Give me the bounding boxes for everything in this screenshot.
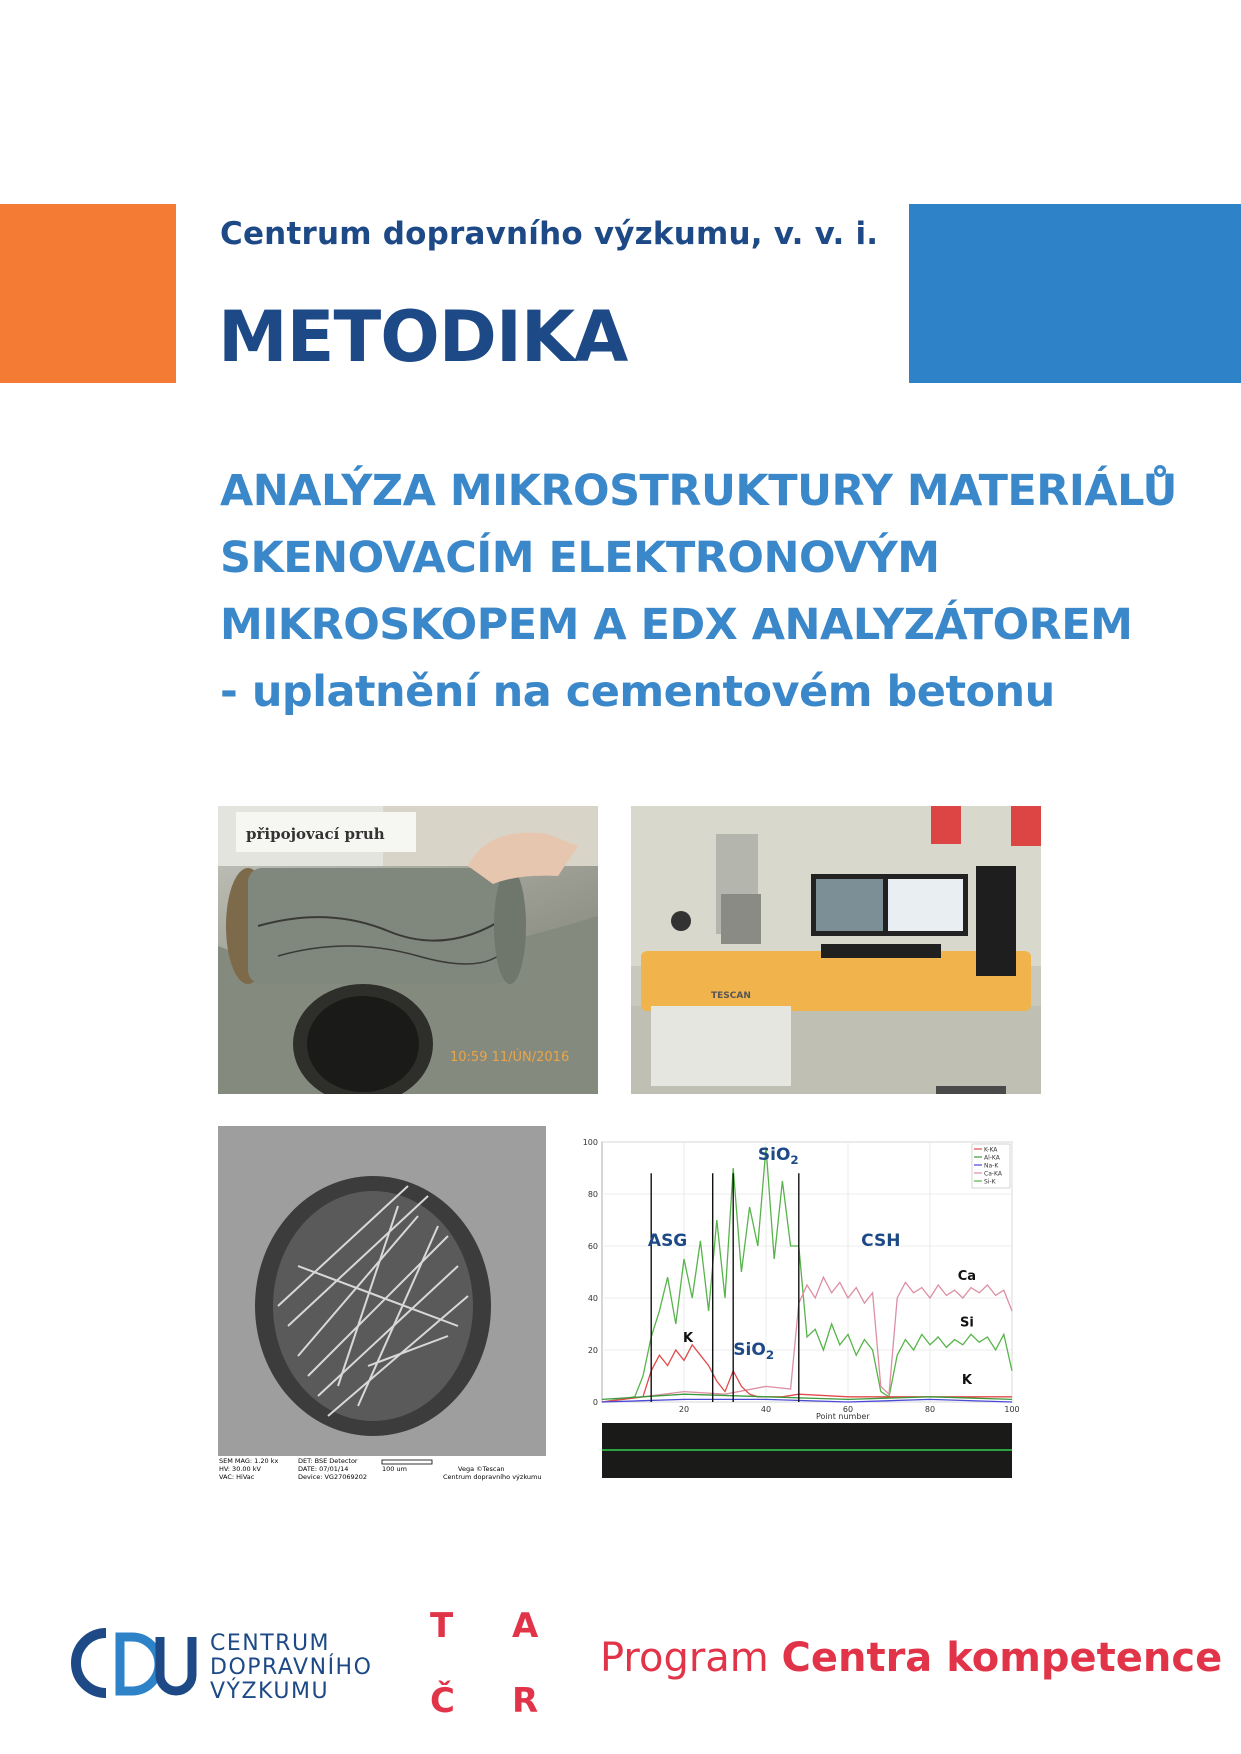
organization-name: Centrum dopravního výzkumu, v. v. i. (220, 216, 879, 252)
core-timestamp: 10:59 11/ÚN/2016 (450, 1050, 570, 1065)
chart-legend (972, 1144, 1010, 1188)
tacr-letter: Č (430, 1681, 455, 1721)
chart-grid (602, 1142, 1012, 1402)
y-tick-label: 60 (587, 1242, 598, 1251)
tacr-letter: R (512, 1681, 539, 1721)
sem-info-text: HV: 30.00 kV (219, 1465, 261, 1473)
chart-annotation: ASG (647, 1231, 688, 1251)
chart-annotation: K (961, 1372, 972, 1388)
title-line-4: - uplatnění na cementovém betonu (220, 667, 1055, 717)
title-line-2: SKENOVACÍM ELEKTRONOVÝM (220, 533, 940, 583)
y-tick-label: 20 (587, 1346, 598, 1355)
tacr-letter: T (430, 1606, 454, 1646)
legend-entry: Si-K (984, 1178, 996, 1186)
y-tick-label: 0 (592, 1398, 598, 1407)
x-tick-label: 100 (1004, 1405, 1020, 1414)
sem-info-text: Vega ©Tescan (458, 1465, 505, 1473)
chart-annotation: SiO$_2$ (733, 1340, 775, 1363)
sem-lab-illustration (631, 806, 1041, 1094)
sem-info-text: SEM MAG: 1.20 kx (219, 1457, 279, 1465)
x-tick-label: 20 (678, 1405, 690, 1414)
tacr-logo (420, 1606, 550, 1726)
edx-line-chart (578, 1128, 1038, 1480)
title-line-1: ANALÝZA MIKROSTRUKTURY MATERIÁLŮ (220, 466, 1177, 516)
cdv-logo (68, 1625, 203, 1709)
legend-entry: Al-KA (984, 1154, 1000, 1162)
cdv-wordmark (210, 1632, 372, 1704)
sem-info-text: VAC: HiVac (219, 1473, 255, 1481)
chart-xlabel: Point number (816, 1412, 870, 1421)
chart-annotation: Si (959, 1315, 974, 1331)
y-tick-label: 100 (582, 1138, 598, 1147)
sem-info-text: Centrum dopravního výzkumu (443, 1473, 542, 1481)
title-line-3: MIKROSKOPEM A EDX ANALYZÁTOREM (220, 600, 1133, 650)
document-type: METODIKA (218, 296, 628, 378)
y-tick-label: 80 (587, 1190, 598, 1199)
cdv-line-1: CENTRUM (210, 1631, 331, 1656)
cdv-line-2: DOPRAVNÍHO (210, 1655, 373, 1680)
x-tick-label: 60 (842, 1405, 854, 1414)
tescan-label: TESCAN (711, 991, 751, 1001)
sem-micrograph-photo (218, 1126, 546, 1484)
blue-decor-block (909, 204, 1241, 383)
cdv-logo-mark (68, 1625, 203, 1705)
chart-annotation: CSH (861, 1231, 901, 1251)
core-sign-text: připojovací pruh (246, 825, 385, 843)
legend-entry: K-KA (984, 1146, 998, 1154)
legend-entry: Na-K (984, 1162, 999, 1170)
concrete-core-illustration (218, 806, 598, 1094)
cdv-line-3: VÝZKUMU (210, 1679, 330, 1704)
legend-entry: Ca-KA (984, 1170, 1002, 1178)
program-light: Program (600, 1635, 769, 1681)
program-title (600, 1635, 1222, 1681)
x-tick-label: 40 (760, 1405, 772, 1414)
y-tick-label: 40 (587, 1294, 598, 1303)
plot-area (602, 1142, 1012, 1402)
concrete-core-photo (218, 806, 598, 1094)
x-tick-label: 80 (924, 1405, 936, 1414)
sem-lab-photo (631, 806, 1041, 1094)
chart-annotation: SiO$_2$ (757, 1145, 799, 1168)
tacr-letter: A (512, 1606, 539, 1646)
edx-chart-panel (578, 1128, 1038, 1480)
sem-info-text: DET: BSE Detector (298, 1457, 358, 1465)
chart-annotation: K (683, 1331, 694, 1347)
sem-info-text: Device: VG27069202 (298, 1473, 368, 1481)
sem-info-text: DATE: 07/01/14 (298, 1465, 349, 1473)
program-bold: Centra kompetence (781, 1635, 1223, 1681)
sem-scale-text: 100 um (382, 1465, 407, 1473)
orange-decor-block (0, 204, 176, 383)
chart-annotation: Ca (957, 1268, 977, 1284)
micrograph-illustration (218, 1126, 546, 1484)
